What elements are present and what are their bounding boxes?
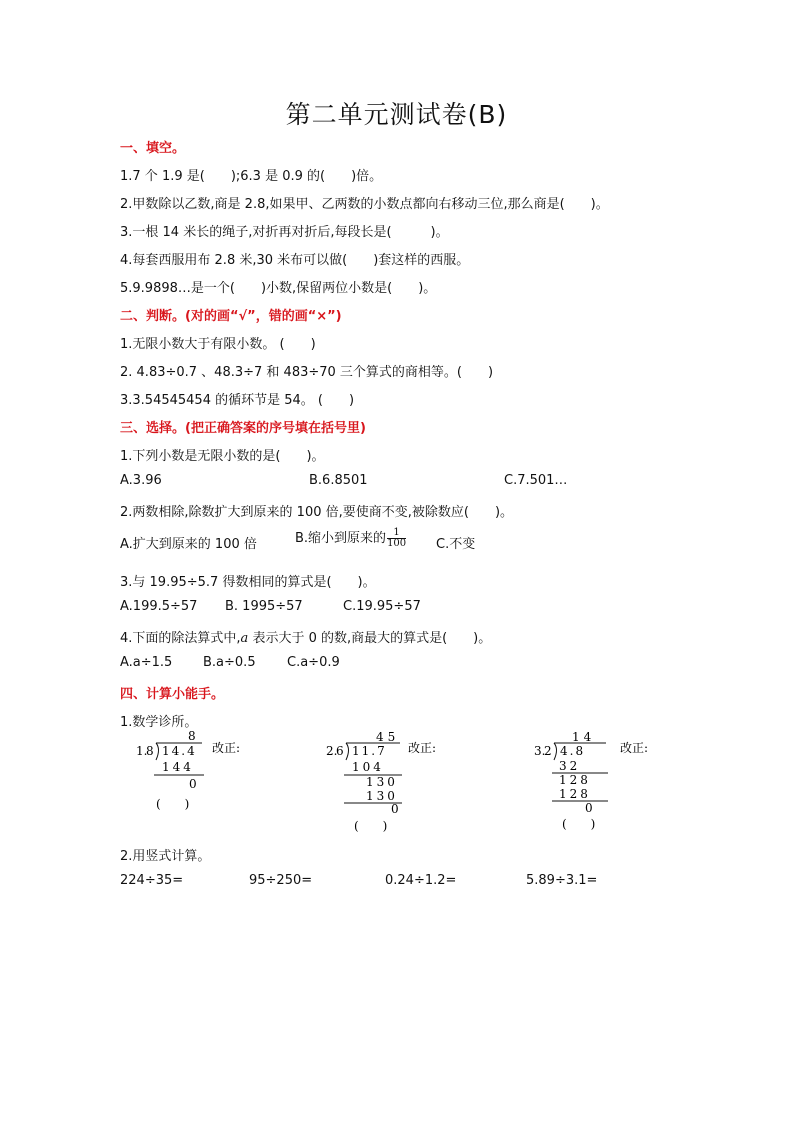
problem-1-correction-label: 改正: bbox=[212, 741, 241, 755]
choice-1-option-b: B.6.8501 bbox=[309, 473, 368, 488]
choice-2-option-c: C.不变 bbox=[436, 537, 476, 552]
choice-question-2: 2.两数相除,除数扩大到原来的 100 倍,要使商不变,被除数应( )。 bbox=[120, 505, 514, 520]
division-problem-1 bbox=[132, 728, 272, 820]
problem-3-row-3: 128 bbox=[559, 787, 591, 801]
judge-question-1: 1.无限小数大于有限小数。 ( ) bbox=[120, 337, 316, 352]
problem-1-number: 1. bbox=[136, 744, 148, 758]
problem-2-number: 2. bbox=[326, 744, 338, 758]
problem-1-dividend: 14.4 bbox=[162, 744, 197, 758]
choice-3-option-c: C.19.95÷57 bbox=[343, 599, 421, 614]
choice-question-4 bbox=[120, 627, 491, 646]
calc-expression-4: 5.89÷3.1= bbox=[526, 873, 598, 888]
division-problem-2 bbox=[322, 728, 472, 836]
vertical-calculation-label: 2.用竖式计算。 bbox=[120, 849, 211, 864]
problem-2-answer-blank: ( ) bbox=[354, 819, 388, 833]
fill-question-3: 3.一根 14 米长的绳子,对折再对折后,每段长是( )。 bbox=[120, 225, 449, 240]
problem-2-correction-label: 改正: bbox=[408, 741, 437, 755]
fraction-denominator: 100 bbox=[387, 538, 407, 549]
problem-1-quotient: 8 bbox=[188, 729, 196, 743]
choice-2-option-b bbox=[295, 527, 406, 549]
section-heading-calculation: 四、计算小能手。 bbox=[120, 687, 225, 702]
problem-2-row-4: 0 bbox=[391, 802, 399, 816]
choice-4-option-c: C.a÷0.9 bbox=[287, 655, 340, 670]
fraction-one-hundredth bbox=[387, 528, 406, 549]
section-heading-multiple-choice: 三、选择。(把正确答案的序号填在括号里) bbox=[120, 421, 366, 436]
choice-question-1: 1.下列小数是无限小数的是( )。 bbox=[120, 449, 325, 464]
calc-expression-1: 224÷35= bbox=[120, 873, 184, 888]
problem-2-row-1: 104 bbox=[352, 760, 384, 774]
section-heading-fill-blanks: 一、填空。 bbox=[120, 141, 186, 156]
choice-4-option-b: B.a÷0.5 bbox=[203, 655, 256, 670]
choice-3-option-a: A.199.5÷57 bbox=[120, 599, 198, 614]
fill-question-2: 2.甲数除以乙数,商是 2.8,如果甲、乙两数的小数点都向右移动三位,那么商是( )。 bbox=[120, 197, 609, 212]
choice-question-4-pre: 4.下面的除法算式中, bbox=[120, 631, 241, 646]
problem-2-divisor: 6 bbox=[336, 744, 344, 758]
problem-1-answer-blank: ( ) bbox=[156, 797, 190, 811]
choice-question-3: 3.与 19.95÷5.7 得数相同的算式是( )。 bbox=[120, 575, 376, 590]
choice-4-option-a: A.a÷1.5 bbox=[120, 655, 173, 670]
calc-expression-2: 95÷250= bbox=[249, 873, 313, 888]
calc-expression-3: 0.24÷1.2= bbox=[385, 873, 457, 888]
problem-3-number: 3. bbox=[534, 744, 546, 758]
problem-3-row-4: 0 bbox=[585, 801, 593, 815]
problem-1-row-1: 144 bbox=[162, 760, 194, 774]
division-problem-3 bbox=[530, 728, 690, 834]
fill-question-5: 5.9.9898…是一个( )小数,保留两位小数是( )。 bbox=[120, 281, 437, 296]
choice-question-4-post: 表示大于 0 的数,商最大的算式是( )。 bbox=[248, 631, 492, 646]
problem-2-dividend: 11.7 bbox=[352, 744, 387, 758]
problem-3-divisor: 2 bbox=[544, 744, 552, 758]
judge-question-3: 3.3.54545454 的循环节是 54。 ( ) bbox=[120, 393, 355, 408]
problem-3-correction-label: 改正: bbox=[620, 741, 649, 755]
math-clinic-label: 1.数学诊所。 bbox=[120, 715, 198, 730]
page-title: 第二单元测试卷(B) bbox=[285, 100, 508, 129]
problem-2-row-2: 130 bbox=[366, 775, 398, 789]
problem-1-row-2: 0 bbox=[189, 777, 197, 791]
problem-2-quotient: 45 bbox=[376, 730, 400, 744]
section-heading-true-false: 二、判断。(对的画“√”，错的画“×”) bbox=[120, 309, 342, 324]
problem-3-quotient: 14 bbox=[572, 730, 596, 744]
problem-3-dividend: 4.8 bbox=[560, 744, 586, 758]
problem-1-divisor: 8 bbox=[146, 744, 154, 758]
choice-1-option-a: A.3.96 bbox=[120, 473, 162, 488]
problem-3-row-1: 32 bbox=[559, 759, 581, 773]
problem-3-answer-blank: ( ) bbox=[562, 817, 596, 831]
choice-2-option-a: A.扩大到原来的 100 倍 bbox=[120, 537, 257, 552]
fraction-numerator: 1 bbox=[387, 528, 406, 539]
choice-2-option-b-text: B.缩小到原来的 bbox=[295, 531, 387, 546]
problem-3-row-2: 128 bbox=[559, 773, 591, 787]
variable-a: a bbox=[240, 631, 249, 646]
choice-1-option-c: C.7.501… bbox=[504, 473, 568, 488]
judge-question-2: 2. 4.83÷0.7 、48.3÷7 和 483÷70 三个算式的商相等。( ) bbox=[120, 365, 494, 380]
fill-question-4: 4.每套西服用布 2.8 米,30 米布可以做( )套这样的西服。 bbox=[120, 253, 470, 268]
choice-3-option-b: B. 1995÷57 bbox=[225, 599, 303, 614]
fill-question-1: 1.7 个 1.9 是( );6.3 是 0.9 的( )倍。 bbox=[120, 169, 383, 184]
problem-2-row-3: 130 bbox=[366, 789, 398, 803]
